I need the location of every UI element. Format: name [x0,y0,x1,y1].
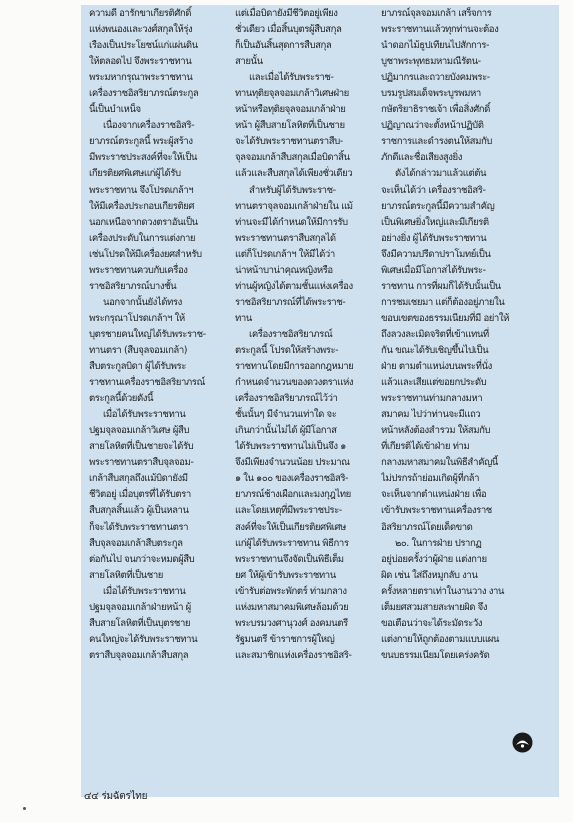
text-line: สายโลหิตที่เป็นชายจะได้รับ [89,441,194,453]
text-line: ทานตรา (สืบจุลจอมเกล้า) [89,344,188,356]
text-line: ที่เกียรติได้เข้าฝ่าย ท่าม [381,441,470,453]
text-line: พระราชทานตราสืบสกุลได้ [235,232,336,244]
magazine-name: ร่มฉัตรไทย [101,791,148,802]
page-footer [84,789,147,804]
text-line: พระราชทานแล้วทุกท่านจะต้อง [381,24,499,36]
text-line: จึงมีเพียงจำนวนน้อย ประมาณ [235,457,350,469]
text-line: ความดี อารักขาเกียรติศักดิ์ [89,8,192,19]
text-line: บุตรชายคนใหญ่ได้รับพระราช- [89,328,206,340]
text-line: มีพระราชประสงค์ที่จะให้เป็น [89,152,197,164]
text-line: รัฐมนตรี ข้าราชการผู้ใหญ่ [235,633,335,645]
text-line: ไม่ปรกรถ้าย่อมเกิดผู้ที่กล้า [381,473,480,485]
text-line: สายโลหิตที่เป็นชาย [89,569,163,581]
text-line: ปฐมจุลจอมเกล้าวิเศษ ผู้สืบ [89,425,189,437]
text-line: ราชทานเครื่องราชอิสริยาภรณ์ [89,377,205,389]
text-line: เมื่อได้รับพระราชทาน [103,409,186,421]
text-line: พระบรมวงศานุวงศ์ องคมนตรี [235,617,348,629]
text-line: ผิด เช่น ใส่ถึงหมูกลับ งาน [381,569,478,581]
text-line: พระราชทานท่ามกลางมหา [381,393,483,405]
text-line: จะเห็นได้ว่า เครื่องราชอิสริ- [381,184,486,196]
text-line: ทานตราจุลจอมเกล้าฝ่ายใน แม้ [235,200,353,212]
text-line: ราชอิสริยาภรณ์บางชั้น [89,280,177,292]
text-line: แล้วและสืบสกุลได้เพียงชั่วเดียว [235,168,353,180]
text-line: ยศ ให้ผู้เข้ารับพระราชทาน [235,569,336,581]
text-line: เต็มยศสวมสายสะพายผิด จึง [381,601,488,613]
text-line: เครื่องประดับในการแต่งกาย [89,232,196,244]
text-line: อยู่บ่อยครั้งว่าผู้ฝ่าย แต่งกาย [381,553,487,565]
text-line: ให้ตลอดไป จึงพระราชทาน [89,56,192,68]
text-line: และสมาชิกแห่งเครื่องราชอิสริ- [235,649,352,661]
text-line: ครั้งหลายตราเท่าในงานวาง งาน [381,585,504,597]
text-line: ยาภรณ์จุลจอมเกล้า เสร็จการ [381,8,492,19]
text-line: พระมหากรุณาพระราชทาน [89,72,193,84]
page-number: ๔๔ [84,791,99,802]
text-line: หน้า ผู้สืบสายโลหิตที่เป็นชาย [235,120,345,132]
text-line: ราชอิสริยาภรณ์ที่ได้พระราช- [235,296,346,308]
text-line: ดังได้กล่าวมาแล้วแต่ต้น [395,168,487,180]
text-line: ท่านจะมีได้กำหนดให้มีการรับ [235,216,348,228]
text-line: บรมรูปสมเด็จพระบูรพมหา [381,88,481,100]
text-line: และโดยเหตุที่มีพระราชประ- [235,505,342,517]
text-line: เป็นพิเศษยิ่งใหญ่และมีเกียรติ [381,216,489,228]
text-line: ชีวิตอยู่ เมื่อบุตรที่ได้รับตรา [89,489,191,501]
text-line: แต่เมื่อบิดายังมีชีวิตอยู่เพียง [235,8,338,19]
text-line: เรืองเป็นประโยชน์แก่แผ่นดิน [89,40,198,52]
text-line: กลางมหาสมาคมในพิธีสำคัญนี้ [381,457,498,469]
text-line: สืบสกุลสิ้นแล้ว ผู้เป็นหลาน [89,505,189,517]
text-line: พิเศษเมื่อมีโอกาสได้รับพระ- [381,264,486,276]
text-line: เครื่องราชอิสริยาภรณ์ตระกูล [89,88,199,100]
text-line: เกล้าสืบสกุลถึงแม้บิดายังมี [89,473,188,485]
text-line: แล้วและเสียแต่ขอยกประดับ [381,377,487,389]
text-line: ต่อกันไป จนกว่าจะหมดผู้สืบ [89,553,195,565]
text-line: คนใหญ่จะได้รับพระราชทาน [89,633,198,645]
text-line: ให้มีเครื่องประกอบเกียรติยศ [89,200,195,212]
text-line: ขอบเขตของธรรมเนียมที่มี อย่าให้ [381,312,509,324]
text-column-2 [235,6,373,664]
text-line: ยาภรณ์ตระกูลนี้มีความสำคัญ [381,200,495,212]
text-line: ชั้นนั้นๆ มีจำนวนเท่าใด จะ [235,409,337,421]
text-line: ๑ ใน ๑๐๐ ของเครื่องราชอิสริ- [235,473,349,485]
text-line: นอกจากนั้นยังได้ทรง [103,296,182,308]
text-line: ฝ่าย ตามตำแหน่งบนพระที่นั่ง [381,361,492,373]
text-line: น่าหน้าบาน่าคุณหญิงหรือ [235,264,333,276]
text-line: เครื่องราชอิสริยาภรณ์ [249,328,333,340]
text-line: แต่ก็โปรดเกล้าฯ ให้มีได้ว่า [235,248,335,260]
text-line: สายนั้น [235,56,263,68]
text-line: บูชาพระพุทธมหามณีรัตน- [381,56,481,68]
text-line: กำหนดจำนวนของดวงตราแห่ง [235,377,354,389]
text-column-1 [89,6,227,664]
text-line: สมาคม ไปว่าท่านจะมีแถว [381,409,481,421]
text-line: พระกรุณาโปรดเกล้าฯ ให้ [89,312,185,324]
text-line: แต่งกายให้ถูกต้องตามแบบแผน [381,633,499,645]
text-line: ทาน [235,312,252,324]
text-line: จุลจอมเกล้าสืบสกุลเมื่อบิดาสิ้น [235,152,350,164]
text-line: เครื่องราชอิสริยาภรณ์ไว้ว่า [235,393,338,405]
text-line: หน้าหรือทุติยจุลจอมเกล้าฝ่าย [235,104,346,116]
text-line: ก็จะได้รับพระราชทานตรา [89,521,189,533]
text-line: ยาภรณ์ตระกูลนี้ พระผู้สร้าง [89,136,193,148]
text-line: ท่านผู้หญิงได้ตามชั้นแห่งเครื่อง [235,280,353,292]
text-line: ทานทุติยจุลจอมเกล้าวิเศษฝ่าย [235,88,349,100]
scan-speck [23,807,26,810]
text-line: แก่ผู้ได้รับพระราชทาน พิธีการ [235,537,349,549]
text-line: สืบสายโลหิตที่เป็นบุตรชาย [89,617,191,629]
text-line: เข้ารับต่อพระพักตร์ ท่ามกลาง [235,585,347,597]
text-line: นี้เป็นบำเหน็จ [89,104,141,116]
text-column-3 [381,6,519,664]
text-line: ขนบธรรมเนียมโดยเคร่งครัด [381,649,490,661]
text-line: เกียรติยศพิเศษแก่ผู้ได้รับ [89,168,181,180]
text-line: เนื่องจากเครื่องราชอิสริ- [103,120,195,132]
text-line: ราชการและดำรงตนให้สมกับ [381,136,492,148]
text-line: พระราชทาน จึงโปรดเกล้าฯ [89,184,194,196]
text-line: สืบจุลจอมเกล้าสืบตระกูล [89,537,183,549]
text-line: เกินกว่านั้นไม่ได้ ผู้มีโอกาส [235,425,337,437]
text-line: อย่างยิ่ง ผู้ได้รับพระราชทาน [381,232,487,244]
text-line: จึงมีความปรีดาปราโมทย์เป็น [381,248,491,260]
text-line: ถึงลวงละเมิดจริตที่เข้าแทนที่ [381,328,489,340]
text-line: ปฐมจุลจอมเกล้าฝ่ายหน้า ผู้ [89,601,191,613]
text-line: นำดอกไม้ธูปเทียนไปสักการ- [381,40,490,52]
text-line: ตระกูลนี้ด้วยดังนี้ [89,393,154,405]
text-line: ๒๐. ในการฝ่าย ปรากฏ [395,537,482,549]
text-line: ขอเตือนว่าจะได้ระมัดระวัง [381,617,482,629]
text-line: จะได้รับพระราชทานตราสืบ- [235,136,343,148]
text-line: เช่นโปรดให้มีเครื่องยศสำหรับ [89,248,202,260]
magazine-emblem-icon [512,732,533,753]
text-line: ปฏิญาณว่าจะตั้งหน้าปฏิบัติ [381,120,484,132]
text-line: กัน ขณะได้รับเชิญขึ้นไปเป็น [381,344,489,356]
text-line: จะเห็นจากตำแหน่งฝ่าย เพื่อ [381,489,487,501]
text-line: พระราชทานตราสืบจุลจอม- [89,457,194,469]
text-line: เมื่อได้รับพระราชทาน [103,585,186,597]
text-line: ได้รับพระราชทานไม่เป็นจึง ๑ [235,441,346,453]
text-line: พระราชทานควบกับเครื่อง [89,264,188,276]
text-line: แห่งพนองและวงศ์สกุลให้รุ่ง [89,24,193,36]
text-line: การชมเชยมา แต่ก็ต้องอยู่ภายใน [381,296,505,308]
text-line: อิสริยาภรณ์โดยเด็ดขาด [381,521,473,533]
text-line: ชั่วเดียว เมื่อสิ้นบุตรผู้สืบสกุล [235,24,342,36]
text-line: นอกเหนือจากดวงตราอันเป็น [89,216,198,228]
text-line: ราชทาน การที่ผมก็ได้รับนั้นเป็น [381,280,501,292]
text-line: ราชทานโดยมีการออกกฎหมาย [235,361,354,373]
text-line: พระราชทานจึงจัดเป็นพิธีเต็ม [235,553,344,565]
text-line: สงค์ที่จะให้เป็นเกียรติยศพิเศษ [235,521,346,533]
text-line: กษัตริยาธิราชเจ้า เพื่อสิ่งศักดิ์ [381,104,490,116]
text-line: ภักดีและชื่อเสียงสูงยิ่ง [381,152,462,164]
text-line: เข้ารับพระราชทานเครื่องราช [381,505,492,517]
text-line: ตราสืบจุลจอมเกล้าสืบสกุล [89,649,189,661]
text-line: ก็เป็นอันสิ้นสุดการสืบสกุล [235,40,332,52]
text-line: ปฏิมากรและถวายบังคมพระ- [381,72,490,84]
text-line: สืบตระกูลบิดา ผู้ได้รับพระ [89,361,186,373]
text-line: หน้าหลังต้องสำรวม ให้สมกับ [381,425,491,437]
text-line: และเมื่อได้รับพระราช- [249,72,334,84]
text-line: ตระกูลนี้ โปรดให้สร้างพระ- [235,344,339,356]
text-line: สำหรับผู้ได้รับพระราช- [249,184,336,196]
text-line: ยาภรณ์ช้างเผือกและมงกุฎไทย [235,489,351,501]
text-line: แห่งมหาสมาคมพิเศษล้อมด้วย [235,601,349,613]
